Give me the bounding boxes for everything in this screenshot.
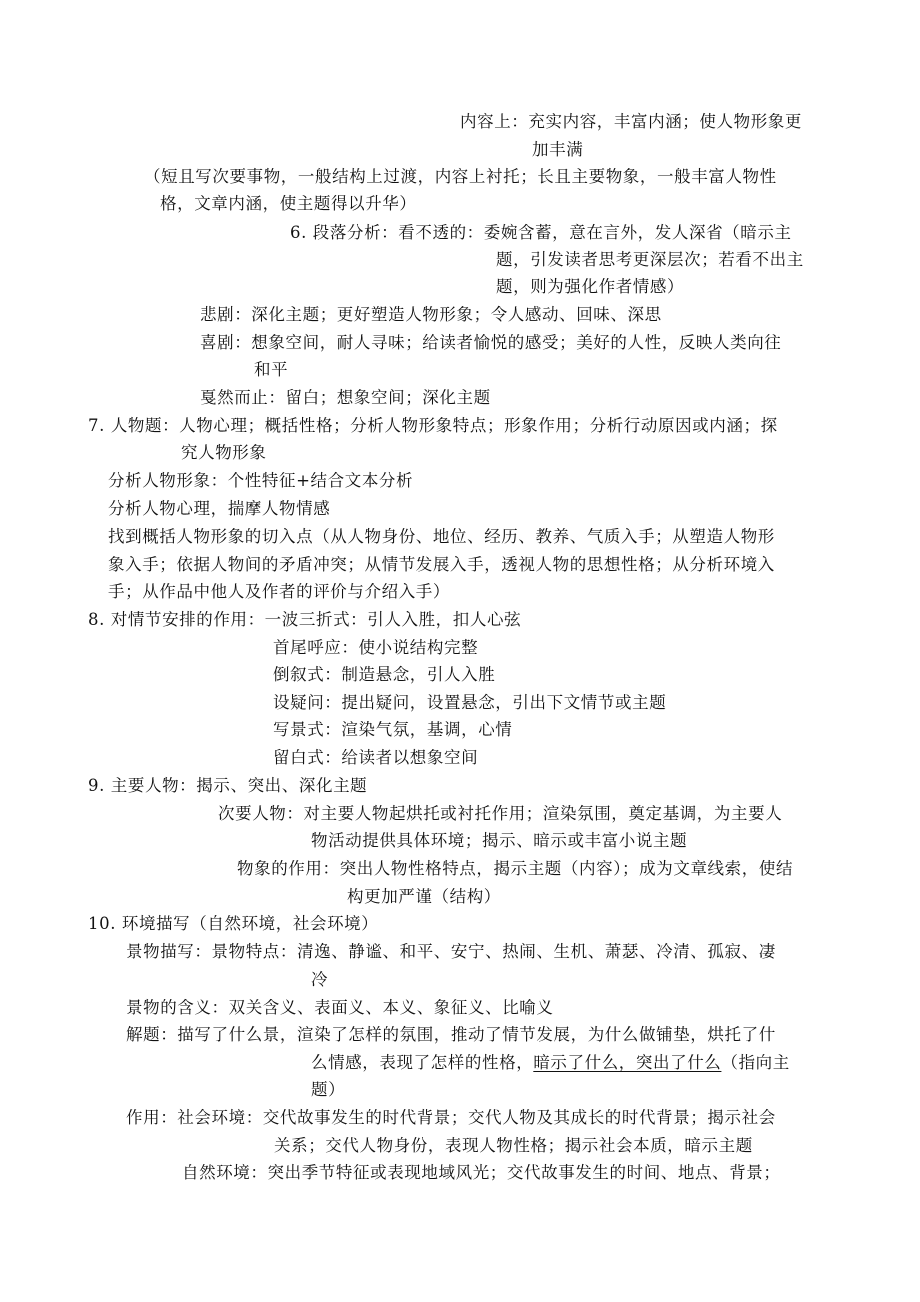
text-line: 找到概括人物形象的切入点（从人物身份、地位、经历、教养、气质入手；从塑造人物形 <box>108 527 775 546</box>
text-line: 喜剧：想象空间，耐人寻味；给读者愉悦的感受；美好的人性，反映人类向往 <box>200 333 782 352</box>
text-line: 首尾呼应：使小说结构完整 <box>273 638 479 657</box>
underlined-text: 暗示了什么，突出了什么 <box>533 1053 722 1072</box>
text-line: 关系；交代人物身份，表现人物性格；揭示社会本质，暗示主题 <box>274 1136 753 1155</box>
text-line: 和平 <box>254 360 289 379</box>
text-line: 7. 人物题：人物心理；概括性格；分析人物形象特点；形象作用；分析行动原因或内涵；探 <box>88 416 778 435</box>
text-line: 加丰满 <box>532 140 584 159</box>
text-line <box>311 1049 790 1077</box>
text-segment: （指向主 <box>721 1053 790 1072</box>
text-line: 倒叙式：制造悬念，引人入胜 <box>273 665 496 684</box>
text-line: 手；从作品中他人及作者的评价与介绍入手） <box>108 582 450 601</box>
text-line: 究人物形象 <box>181 443 267 462</box>
text-line: 景物的含义：双关含义、表面义、本义、象征义、比喻义 <box>126 998 554 1017</box>
text-line: 景物描写：景物特点：清逸、静谧、和平、安宁、热闹、生机、萧瑟、冷清、孤寂、凄 <box>126 942 776 961</box>
text-line: 次要人物：对主要人物起烘托或衬托作用；渲染氛围，奠定基调，为主要人 <box>218 804 783 823</box>
text-line: 解题：描写了什么景，渲染了怎样的氛围，推动了情节发展，为什么做铺垫，烘托了什 <box>126 1025 776 1044</box>
text-line: 戛然而止：留白；想象空间；深化主题 <box>200 388 491 407</box>
text-line: 8. 对情节安排的作用：一波三折式：引人入胜，扣人心弦 <box>88 610 522 629</box>
text-line: 象入手；依据人物间的矛盾冲突；从情节发展入手，透视人物的思想性格；从分析环境入 <box>108 555 775 574</box>
text-line: 9. 主要人物：揭示、突出、深化主题 <box>88 776 368 795</box>
text-line: （短且写次要事物，一般结构上过渡，内容上衬托；长且主要物象，一般丰富人物性 <box>144 167 777 186</box>
text-line: 题，则为强化作者情感） <box>496 277 685 296</box>
text-line: 分析人物心理，揣摩人物情感 <box>108 499 331 518</box>
text-line: 留白式：给读者以想象空间 <box>273 748 479 767</box>
text-line: 题，引发读者思考更深层次；若看不出主 <box>496 250 804 269</box>
text-line: 冷 <box>311 970 329 989</box>
text-line: 悲剧：深化主题；更好塑造人物形象；令人感动、回味、深思 <box>200 305 662 324</box>
text-line: 自然环境：突出季节特征或表现地域风光；交代故事发生的时间、地点、背景； <box>182 1163 781 1182</box>
text-line: 设疑问：提出疑问，设置悬念，引出下文情节或主题 <box>273 693 667 712</box>
text-line: 格，文章内涵，使主题得以升华） <box>160 194 417 213</box>
text-line: 作用：社会环境：交代故事发生的时代背景；交代人物及其成长的时代背景；揭示社会 <box>126 1108 776 1127</box>
text-line: 6. 段落分析：看不透的：委婉含蓄，意在言外，发人深省（暗示主 <box>290 223 792 242</box>
text-line: 写景式：渲染气氛，基调，心情 <box>273 720 513 739</box>
text-line: 物活动提供具体环境；揭示、暗示或丰富小说主题 <box>311 831 688 850</box>
text-line: 分析人物形象：个性特征+结合文本分析 <box>108 471 414 490</box>
text-line: 构更加严谨（结构） <box>347 887 501 906</box>
text-line: 题） <box>311 1080 346 1099</box>
text-line: 10. 环境描写（自然环境，社会环境） <box>88 914 379 933</box>
text-line: 内容上：充实内容，丰富内涵；使人物形象更 <box>460 112 802 131</box>
text-segment: 么情感，表现了怎样的性格， <box>311 1053 534 1072</box>
text-line: 物象的作用：突出人物性格特点，揭示主题（内容）；成为文章线索，使结 <box>237 859 794 878</box>
